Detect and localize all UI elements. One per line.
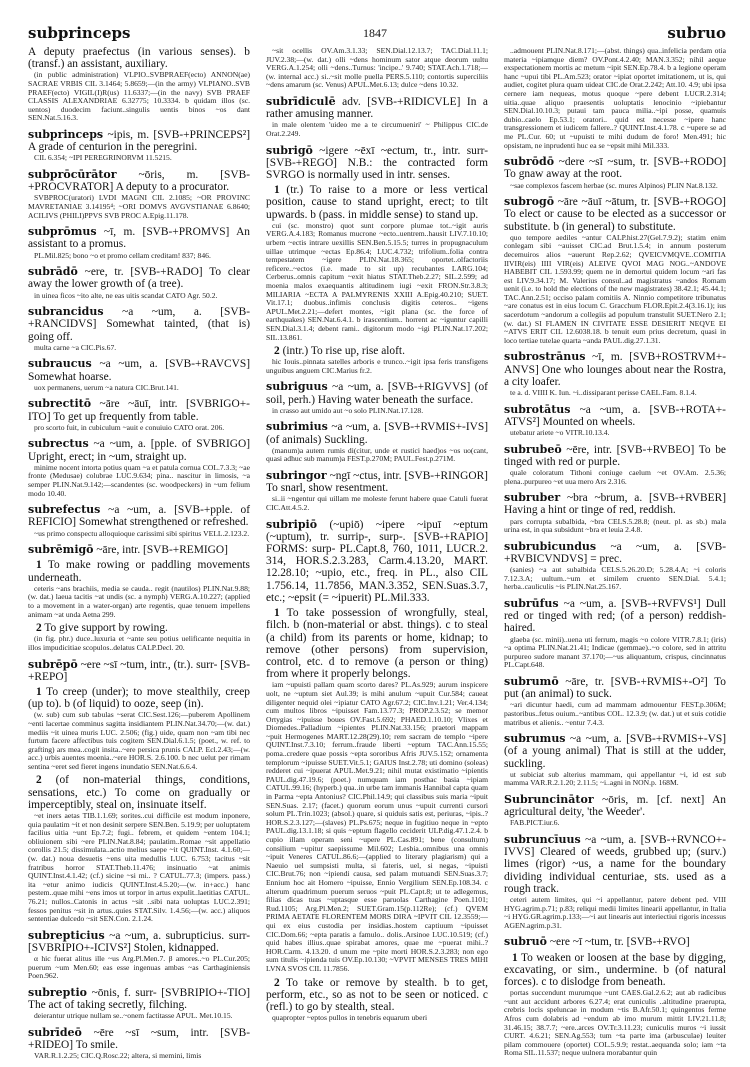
entry-definition-line bbox=[28, 129, 250, 153]
sense bbox=[28, 622, 250, 634]
headword: subriguus bbox=[266, 380, 328, 394]
sense-citations: ceteris ~ans brachiis, media se cauda.. regit (nautilos) PLIN.Nat.9.88; (w. dat.) laeua tacitis ~at undis (sc. a nymph) VERG.A.10.227; (applied to a movement in a water-organ) arte regentis, quae tenuem impellens animam ~at unda Aetna 299. bbox=[28, 583, 250, 619]
headword: subrotātus bbox=[504, 402, 571, 416]
definition-text: To be tinged with red or purple. bbox=[504, 443, 726, 468]
definition-text: One who lounges about near the Rostra, a city loafer. bbox=[504, 363, 726, 388]
dictionary-entry bbox=[28, 398, 250, 432]
headword: subrēmigō bbox=[28, 543, 94, 557]
definition-text: To put (an animal) to suck. bbox=[504, 676, 726, 701]
dictionary-entry bbox=[504, 196, 726, 345]
entry-definition-line bbox=[504, 733, 726, 770]
dictionary-entry bbox=[266, 96, 488, 139]
headword: subrogō bbox=[504, 195, 555, 209]
sense-number: 1 bbox=[36, 559, 42, 572]
headword: subprinceps bbox=[28, 127, 104, 141]
citations: pars corrupta subalbida, ~bra CELS.5.28.8; (neut. pl. as sb.) mala urina est, in qua subsidunt ~bra et leuia 2.4.8. bbox=[504, 516, 726, 535]
dictionary-entry bbox=[28, 266, 250, 300]
dictionary-entry bbox=[28, 987, 250, 1021]
dictionary-entry bbox=[504, 936, 726, 1058]
citations: ..admouent PLIN.Nat.8.171;—(abst. things) qua..infelicia perdam otia materia ~ipiamque diem? OV.Pont.4.2.40; MAN.3.352; nihil aeque exspectationem mortis ac metum ~ipit SEN.Ep.78.4. b a legione operam hanc ~upui tibi PL.Am.523; orator ~ipiat oportet imitationem, ut is, qui audiet, cogitet plura quam uideat CIC.de Orat.2.242; Att.10. 4.9; ubi ipsa cernere iam nequeas, motus quoque ~pere debent LUCR.2.314; uitia..quae aliquo praesentis uoluptatis lenocinio ~ipiebantur SEN.Dial.10.10.3; putaui tam pauca milia..~ipi posse, quamuis dubio..caelo Ep.53.1; oratori.. quid est necesse ~ipere hanc transgressionem et iudicem fallere..? QUINT.Inst.4.1.78. c ~upere se ad me PL.Cur. 60; ut ~upuisti te mihi dudum de foro! Men.491; hic opsistam, ne inprudenti huc ea se ~epsit mihi Mil.333. bbox=[504, 46, 726, 150]
entry-definition-line bbox=[504, 196, 726, 233]
definition-text: (of soil, perh.) Having water beneath the surface. bbox=[266, 381, 488, 406]
definition-text: An assistant to a promus. bbox=[28, 226, 250, 251]
definition-text: Cleared of weeds, grubbed up; (surv.) limes (rigor) ~us, a name for the boundary dividing individual centuriae, sts. used as a rough track. bbox=[504, 846, 726, 895]
citations: pro scorto fuit, in cubiculum ~auit e conuiuio CATO orat. 206. bbox=[34, 422, 225, 432]
dictionary-entry bbox=[28, 129, 250, 163]
dictionary-entry bbox=[28, 358, 250, 392]
entry-definition-line bbox=[504, 444, 726, 468]
headword: subringor bbox=[266, 469, 327, 483]
dictionary-entry bbox=[266, 519, 488, 1023]
entry-definition-line bbox=[28, 659, 250, 683]
citations: si..ii ~ngentur qui uillam me moleste ferunt habere quae Catuli fuerat CIC.Att.4.5.2. bbox=[266, 494, 488, 513]
grammar-info: ~āre ~āuī ~ātum, tr. [SVB-+ROGO] bbox=[557, 196, 726, 209]
citations: ~sae complexos fascem herbae (sc. mures Alpinos) PLIN Nat.8.132. bbox=[510, 180, 718, 190]
grammar-info: adv. [SVB-+RIDICVLE] bbox=[342, 95, 461, 108]
sense-citations: quapropter ~eptos pullos in tenebris equarum uberi bbox=[272, 1013, 428, 1023]
grammar-info: ~ēre, intr. [SVB-+RVBEO] bbox=[566, 443, 695, 456]
sense-citations: ~et iners aetas TIB.1.1.69; sorites..cui difficile est modum inponere, quia paulatim ~it et non desinit serpere SEN.Ben. 5.19.9; per uoluptatem facilius uitia ~unt Ep.7.2; fugi.. febrem, et quidem ~entem 104.1; obliuionem sibi ~ere PLIN.Nat.8.84; paulatim..Romae ~sit appellatio corollis 21.5; dissimulata..actio melius saepe ~it QUINT.Inst. 4.1.60;—(w. dat.) noua desuetis ~ens uita medullis LUC. 6.753; tacitus ~sit fratribus horror STAT.Theb.11.476; insinuatio ~at animis QUINT.Inst.4.1.42; (cf.) sicine ~si mi.. ? CATUL.77.3; (impers. pass.) ita ~etur animo iudicis QUINT.Inst.4.5.20;—(w. in+acc.) hanc pestem..quae mihi ~ens imos ut torpor in artus expulit..laetitias CATUL. 76.21; nullos..Catonis in actus ~sit ..sibi nata uoluptas LUC.2.391; fessos penitus ~sit in artus..quies STAT.Silv. 1.4.56;—(w. acc.) aliquos sententiae dulcedo ~sit SEN.Con. 2.1.24. bbox=[28, 811, 250, 924]
sense-citations: (w. sub) cum sub tabulas ~serat CIC.Sest.126;—puberem Apollinem ~enti lacertae comminus sagitta insidiantem PLIN.Nat.34.70;—(w. dat.) mediis ~it uinea muris LUC. 2.506; (fig.) uide, quam non ~am tibi nec furtum facere affectibus tuis cogitem SEN.Dial.6.1.5; (poet., w. ref. to grafting) ars mea..cogit insita..~ere persica prunis CALP. Ecl.2.43;—(w. acc.) urbis auentes moenia..~ere HOR.S. 2.6.100. b nec uelut per rimam sentina ~eret sed fieret ingens inundatio SEN.Nat.6.6.4. bbox=[28, 710, 250, 771]
entry-definition-line bbox=[28, 169, 250, 193]
dictionary-entry bbox=[28, 46, 250, 123]
sense bbox=[266, 607, 488, 680]
grammar-info: ~ipis, m. [SVB-+PRINCEPS²] bbox=[107, 128, 250, 141]
definition-text: A deputy praefectus (in various senses). b (transf.) an assistant, auxiliary. bbox=[28, 46, 250, 71]
headword: subprōmus bbox=[28, 225, 97, 239]
dictionary-entry bbox=[28, 504, 250, 538]
headword: subrēpō bbox=[28, 657, 78, 671]
grammar-info: ~a ~um, a. [SVB-+RVFVS¹] bbox=[563, 598, 701, 611]
grammar-info: ~ī, m. [SVB-+PROMVS] bbox=[103, 226, 230, 239]
dictionary-entry bbox=[504, 444, 726, 487]
citations: ut subiciat sub alterius mammam, qui appellantur ~i, id est sub mamma VAR.R.2.1.20; 2.11.5; ~i..agni in NON.p. 168M. bbox=[504, 769, 726, 788]
guide-word-right: subruo bbox=[667, 24, 726, 42]
citations: FAB.PICT.iur.6. bbox=[510, 818, 560, 828]
citations: CIL 6.354; ~IPI PEREGRINORVM 11.5215. bbox=[34, 153, 172, 163]
grammar-info: ~ere, tr. [SVB-+RADO] bbox=[84, 266, 203, 279]
dictionary-entry bbox=[504, 733, 726, 788]
citations: glaeba (sc. minii)..uena uti ferrum, magis ~o colore VITR.7.8.1; (iris) ~a optima PLIN.Nat.21.41; Indicae (gemmae)..~o colore, sed in attritu purpureo sudore manant 37.170;—~us aliquantum, crispus, cincinnatus PL.Capt.648. bbox=[504, 634, 726, 670]
sense bbox=[28, 774, 250, 811]
entry-definition-line bbox=[28, 306, 250, 343]
grammar-info: ~ere ~sī ~tum, intr., (tr.). surr- [SVB-+REPO] bbox=[28, 658, 250, 683]
entry-definition-line bbox=[28, 438, 250, 462]
entry-definition-line bbox=[28, 930, 250, 954]
entry-definition-line bbox=[504, 834, 726, 895]
dictionary-entry bbox=[504, 676, 726, 727]
headword: subrimius bbox=[266, 420, 328, 434]
headword: subripiō bbox=[266, 517, 318, 531]
headword: subrīdeō bbox=[28, 1026, 82, 1039]
dictionary-entry bbox=[504, 541, 726, 592]
definition-text: The act of taking secretly, filching. bbox=[28, 999, 187, 1012]
grammar-info: ~āre, intr. [SVB-+REMIGO] bbox=[96, 544, 228, 557]
grammar-info: ~a ~um, a. subrupticius. surr- [SVBRIPIO+-ICIVS²] bbox=[28, 929, 250, 955]
citations: uox permanens, uerum ~a natura CIC.Brut.141. bbox=[34, 382, 179, 392]
grammar-info: ~ōnis, f. surr- [SVBRIPIO+-TIO] bbox=[91, 987, 250, 999]
headword: subrubicundus bbox=[504, 539, 597, 553]
grammar-info: ~a ~um, a. [SVB-+RANCIDVS] bbox=[28, 306, 250, 331]
definition-text: To gnaw away at the root. bbox=[504, 168, 623, 181]
entry-definition-line bbox=[266, 381, 488, 405]
definition-text: An agricultural deity, 'the Weeder'. bbox=[504, 794, 726, 819]
definition-text: A grade of centurion in the peregrini. bbox=[28, 141, 198, 154]
sense-definition: To give support by rowing. bbox=[44, 622, 168, 635]
grammar-info: ~āre ~āuī, intr. [SVBRIGO+-ITO] bbox=[28, 398, 250, 423]
headword: subraucus bbox=[28, 357, 92, 371]
grammar-info: ~a ~um, a. [SVB-+RVNCO+-IVVS] bbox=[504, 834, 726, 859]
headword: subrancidus bbox=[28, 305, 104, 319]
citations: SVBPROC(uratori) LVDI MAGNI CIL 2.1085; ~OR PROVINC MAVRETANIAE 3.14195⁴; ~ORI DOMVS AVGVSTIANAE 6.8640; ACILIVS (PHILI)PPVS SVB PROC A.Epig.11.178. bbox=[28, 193, 250, 220]
entry-definition-line bbox=[266, 470, 488, 494]
dictionary-entry bbox=[266, 381, 488, 415]
sense bbox=[28, 686, 250, 710]
grammar-info: ~dere ~sī ~sum, tr. [SVB-+RODO] bbox=[558, 156, 726, 169]
headword: subrigō bbox=[266, 143, 313, 157]
sense bbox=[266, 345, 488, 357]
dictionary-entry bbox=[28, 659, 250, 924]
definition-text: Somewhat tainted, (that is) going off. bbox=[28, 318, 250, 343]
citations: quale coloratum Tithoni coniuge caelum ~et OV.Am. 2.5.36; plena..purpureo ~et uua mero Ars 2.316. bbox=[504, 468, 726, 486]
grammar-info: ~ī, m. [SVB+ROSTRVM+-ANVS] bbox=[504, 351, 726, 376]
grammar-info: ~a ~um, a. [pple. of SVBRIGO] bbox=[93, 438, 250, 451]
definition-text: Having a hint or tinge of red, reddish. bbox=[504, 504, 676, 517]
page-header bbox=[24, 24, 726, 48]
entry-definition-line bbox=[28, 1027, 250, 1051]
entry-definition-line bbox=[28, 358, 250, 382]
sense-citations: iam ~upuisti pallam quam scorto dares? PL.As.929; aurum inspicere uolt, ne ~uptum siet Aul.39; is mihi anulum ~upuit Cur.584; caueat diligenter nequid olei ~ipiatur CATO Agr.67.2; CIC.Inv.1.21; Ver.4.134; cum multos libros ~ipuisset Fam.13.77.3; PROP.2.3.52; se memor Ortygias ~ipuisse boues OV.Fast.5.692; PHAED.1.10.10; Vlixes et Diomedes..Palladium ~ipientes PLIN.Nat.33.156; praetori mappam ~puit Hermogenes MART.12.28(29).10; rem sacram de templo ~ipere QUINT.Inst.7.3.10; ferrum..fraude liberti ~eptum TAC.Ann.15.55; poma..credere quae possis ~epta sororibus Afris JUV.5.152; ornamenta templorum ~ipuisse SUET.Vit.5.1; GAIUS Inst.2.78; uti domino (soleas) redderet cui ~ipuerat APUL.Met.9.21; nihil mutat existimatio ~ipientis PAUL.dig.47.19.6; (poet.) numquam iam posthac basia ~ipiam CATUL.99.16; (hyperb.) qua..in urbe tam immanis Hannibal capta quam in Parma ~epta Antonius? CIC.Phil.14.9; qui classibus suis maria ~ipuit SEN.Suas. 2.17; (facet.) quorum eorum unus ~upuit currenti cursori solum PL.Trin.1023; (absol.) quare, si quiduis satis est, periuras, ~ipis..? HOR.S.2.3.127;—(slaves) PL.Ps.675; neque in fugitiuo neque in ~epto PAUL.dig.13.1.18; si quis ~eptum flagello ceciderit ULP.dig.47.1.2.4. b cupio illam operam seni ~upere PL.Cas.891; bene (consultum) consilium ~upitur saepissume Mil.602; Lesbia..omnibus una omnis ~ipuit Veneres CATUL.86.6;—(applied to literary plagiarism) qui a Naeuio uel sumpsisti multa, si fateris, uel, si negas, ~ipuisti CIC.Brut.76; non ~ipiendi causa, sed palam mutuandi SEN.Suas.3.7; Ennium hoc ait Homero ~ipuisse, Ennio Vergilium SEN.Ep.108.34. c alterum quadrimum puerum seruos ~puit PL.Capt.8; ut te adlegemus, filias dicas tuas ~uptasque esse paruolas Carthagine Poen.1101; Rud.1105; Arg.Pl.Men.2; SUET.Gram.15(p.112Re); (cf.) QVEM PRIMA AETATE FLORENTEM MORS DIRA ~IPVIT CIL 12.3559;—qui ex eius custodia per insidias..hostem captiuum ~ipuisset CIC.Dom.66; ~epta paratis a famulo.. dolis..Arsinoe LUC.10.519; (cf.) quid habes illius..quae spirabat amores, quae me ~puerat mihi..? HOR.Carm. 4.13.20. d unum me ~pite morti HOR.S.2.3.283; non ego sum titulis ~ipienda tuis OV.Ep.10.130; ~VPVIT MENSES TRES MIHI LVNA SVOS CIL 11.7856. bbox=[266, 680, 488, 973]
entry-definition-line bbox=[504, 541, 726, 565]
citations: PL.Mil.825; bono ~o et promo cellam creditam! 837; 846. bbox=[34, 250, 211, 260]
citations: (manum)a autem rumis di(citur, unde et rustici haed)os ~os uo(cant, quasi adhuc sub manum)a FEST.p.270M; PAUL.Fest.p.271M. bbox=[266, 445, 488, 464]
sense-definition: To take possession of wrongfully, steal, filch. b (non-material or abst. things). c to steal (a child) from its parents or home, kidnap; to remove (other persons) from supervision, control, etc. d to remove (a person or thing) from where it properly belongs. bbox=[266, 607, 488, 681]
headword: subrādō bbox=[28, 265, 78, 279]
sense-number: 2 bbox=[36, 774, 42, 787]
entry-definition-line bbox=[28, 504, 250, 528]
definition-text: A deputy to a procurator. bbox=[115, 181, 230, 194]
definition-text: (of animals) Suckling. bbox=[266, 433, 368, 446]
dictionary-entry bbox=[28, 306, 250, 352]
column-2 bbox=[266, 46, 488, 1067]
sense bbox=[504, 952, 726, 989]
grammar-info: ~a ~um, a. [SVB-+pple. of REFICIO] bbox=[28, 504, 250, 529]
citations: te a. d. VIIII K. Iun. ~i..dissiparant perisse CAEL.Fam. 8.1.4. bbox=[510, 388, 697, 398]
grammar-info: ~a ~um, a. [SVB-+RVBICVNDVS] = prec. bbox=[504, 540, 726, 566]
headword: subrubeō bbox=[504, 442, 562, 456]
dictionary-entry bbox=[28, 226, 250, 260]
grammar-info: ~igere ~ēxī ~ectum, tr., intr. surr- [SVB-+REGO] N.B.: the contracted form SVRGO is normally used in intr. senses. bbox=[266, 144, 488, 181]
grammar-info: ~āre, tr. [SVB-+RVMIS+-O²] bbox=[565, 676, 708, 689]
entry-definition-line bbox=[504, 676, 726, 700]
dictionary-entry bbox=[266, 470, 488, 513]
dictionary-entry bbox=[504, 47, 726, 150]
sense-definition: To creep (under); to move stealthily, creep (up to). b (of liquid) to ooze, seep (in). bbox=[28, 685, 250, 711]
definition-text: In a rather amusing manner. bbox=[266, 95, 488, 121]
sense-number: 2 bbox=[274, 976, 280, 989]
citations: multa carne ~a CIC.Pis.67. bbox=[34, 342, 117, 352]
entry-definition-line bbox=[504, 351, 726, 388]
definition-text: Upright, erect; in ~um, straight up. bbox=[28, 450, 187, 463]
page-number: 1847 bbox=[363, 26, 387, 40]
grammar-info: ~ere ~ī ~tum, tr. [SVB-+RVO] bbox=[549, 936, 690, 949]
citations: (sanies) ~a aut subalbida CELS.5.26.20.D; 5.28.4.A; ~i coloris 7.12.3.A; uultum..~um et similem cruento SEN.Dial. 5.4.1; herba..cauliculis ~is PLIN.Nat.25.167. bbox=[504, 565, 726, 592]
sense-definition: (tr.) To raise to a more or less vertical position, cause to stand upright, erect; to tilt upwards. b (pass. in middle sense) to stand up. bbox=[266, 184, 488, 221]
headword: subrostrānus bbox=[504, 350, 586, 364]
grammar-info: ~bra ~brum, a. [SVB-+RVBER] bbox=[566, 492, 726, 505]
sense bbox=[266, 184, 488, 221]
headword: subrūfus bbox=[504, 597, 559, 611]
entry-definition-line bbox=[266, 421, 488, 445]
definition-text: To elect or cause to be elected as a successor or substitute. b (in general) to substitute. bbox=[504, 208, 726, 233]
citations: in uinea ficos ~ito alte, ne eas uitis scandat CATO Agr. 50.2. bbox=[34, 290, 218, 300]
citations: ~ari dicuntur haedi, cum ad mammam admouentur FEST.p.306M; pastoribus..fetus ouium..~antibus COL. 12.3.9; (w. dat.) ut et suis cotidie matribus et alienis.. ~entur 7.4.3. bbox=[504, 700, 726, 727]
sense-number: 2 bbox=[274, 345, 280, 358]
column-1 bbox=[28, 46, 250, 1067]
dictionary-columns bbox=[28, 46, 728, 1067]
definition-text: To get up frequently from table. bbox=[53, 410, 199, 423]
citations: in crasso aut umido aut ~o solo PLIN.Nat.17.128. bbox=[272, 405, 424, 415]
entry-definition-line bbox=[504, 404, 726, 428]
grammar-info: ~a ~um, a. [SVB-+RIGVVS] bbox=[332, 381, 471, 394]
definition-text: To smile. bbox=[75, 1039, 118, 1052]
grammar-info: ~a ~um, a. [SVB-+RVMIS+-IVS] bbox=[331, 421, 488, 434]
sense bbox=[266, 977, 488, 1014]
dictionary-entry bbox=[28, 930, 250, 981]
grammar-info: (~upiō) ~ipere ~ipuī ~eptum (~uptum), tr. surrip-, surp-. [SVB-+RAPIO] FORMS: surp- PL.Capt.8, 760, 1011, LUCR.2. 314, HOR.S.2.3.283, Carm.4.13.20, MART. 12.28.10; ~upio, etc., freq. in PL., also CIL 1.756.14, 11.7856, MAN.3.352, SEN.Suas.3.7, etc.; ~epsit (= ~ipuerit) PL.Mil.333. bbox=[266, 518, 488, 604]
entry-definition-line bbox=[28, 226, 250, 250]
headword: subruber bbox=[504, 491, 561, 505]
sense-number: 1 bbox=[274, 607, 280, 620]
entry-definition-line bbox=[28, 398, 250, 422]
sense-definition: To make rowing or paddling movements underneath. bbox=[28, 559, 250, 584]
column-3 bbox=[504, 46, 726, 1067]
headword: subreptio bbox=[28, 986, 87, 999]
citations: quo tempore aediles ~antur CALP.hist.27(Gel.7.9.2); statim enim conlegam sibi ~auisset CIC.ad Brut.1.5.4; in annum posterum decemuiros alios ~auerunt Rep.2.62; QVEICVMQVE..COMITIA IIVIR(eis) IIII VIR(eis) ALEIVE QVOI MAG NOG..~ANDOVE HABEBIT CIL 1.593.99; quem ne in demortui quidem locum ~ari fas est LIV.9.34.17; M. Valerius consul..ad magistratus ~andos Romam uenit (i.e. to hold the elections of the new magistrates) 38.42.1; 45.44.1; TAC.Ann.2.51; occiso palam comitiis A. Ninnio competitore tribunatus ~are conatus est in eius locum C. Gracchum FLOR.Epit.2.4(3.16.1); ius sacerdotum ~andorum a collegiis ad populum transtulit SUET.Nero 2.1; (w. dat.) SI FLAMEN IN CIVITATE ESSE DESIERIT NEQVE EI ~ATVS ERIT CIL 12.6038.18. b tenuit eum prius decretum, quasi in loco tertiae tutelae quarta ~anda PAUL.dig.27.1.31. bbox=[504, 232, 726, 345]
grammar-info: ~ngī ~ctus, intr. [SVB-+RINGOR] bbox=[329, 470, 488, 483]
sense-definition: To weaken or loosen at the base by digging, excavating, or sim., undermine. b (of natural forces). c to dislodge from beneath. bbox=[504, 951, 726, 988]
sense-definition: (intr.) To rise up, rise aloft. bbox=[282, 345, 405, 358]
citations: utebatur ariete ~o VITR.10.13.4. bbox=[510, 428, 610, 438]
entry-definition-line bbox=[28, 46, 250, 70]
grammar-info: ~a ~um, a. [SVB-+RAVCVS] bbox=[99, 358, 250, 371]
citations: deierantur utrique nullam se..~onem factitasse APUL. Met.10.15. bbox=[34, 1011, 233, 1021]
sense bbox=[28, 559, 250, 583]
headword: subrectitō bbox=[28, 397, 92, 411]
headword: subrōdō bbox=[504, 155, 555, 169]
citations: (in public administration) VLPIO..SVBPRAEF(ecto) ANNON(ae) SACRAE VRBIS CIL 3.1464; 5.8659;—(in the army) VLPIANO..SVB PRAEF(ecto) VIGIL(I)R(us) 11.6337;—(in the navy) SVB PRAEF CLASSIS ALEXANDRIAE 6.32775; 10.3334. b quidam illos (sc. uentos) duodecim faciunt..singulis uentis binos ~os dant SEN.Nat.5.16.3. bbox=[28, 70, 250, 123]
definition-text: (of a young animal) That is still at the udder, suckling. bbox=[504, 745, 726, 770]
citations: ~sit ocellis OV.Am.3.1.33; SEN.Dial.12.13.7; TAC.Dial.11.1; JUV.2.38;—(w. dat.) olli ~dens hominum sator atque deorum uultu VERG.A.1.254; olli ~dens..Turnus: 'incipe..' 9.740; STAT.Ach.1.718;—(w. internal acc.) si..~sit molle puella PERS.5.110; contortis superciliis ~dens amarum (sc. Venus) APUL.Met.6.13; dulce ~dens 10.32. bbox=[266, 46, 488, 90]
entry-definition-line bbox=[266, 96, 488, 120]
dictionary-entry bbox=[28, 1027, 250, 1061]
citations: in male olentem 'uideo me a te circumueniri' ~ Philippus CIC.de Orat.2.249. bbox=[266, 120, 488, 138]
dictionary-entry bbox=[504, 598, 726, 670]
headword: subrīdiculē bbox=[266, 94, 336, 108]
headword: Subruncinātor bbox=[504, 793, 594, 806]
sense-citations: portas succendunt murumque ~unt CAES.Gal.2.6.2; aut ab radicibus ~unt aut accidunt arbores 6.27.4; erat cuniculis ..altitudine praerupta, crebris locis speluncae in modum ~tis B.Afr.50.1; quingentos ferme Afros cum dolabris ad ~endum ab imo murum mittit LIV.21.11.8; 31.46.15; 38.7.7; ~ere..arces OV.Tr.3.11.23; cuniculis muros ~i iussit CURT. 4.6.21; SEN.Ag.553; tum ~ta parte ima (arbusculae) leuiter pilam commouere (oportet) COL.5.9.9; restat..aequanda solo; iam ~ta Roma SIL.11.537; neque uulnera morabantur quin bbox=[504, 988, 726, 1058]
headword: subruncīuus bbox=[504, 833, 581, 846]
entry-definition-line bbox=[504, 492, 726, 516]
dictionary-entry bbox=[28, 169, 250, 220]
grammar-info: ~a ~um, a. [SVB-+ROTA+-ATVS²] bbox=[504, 403, 726, 428]
headword: subprōcūrātor bbox=[28, 167, 117, 181]
definition-text: Mounted on wheels. bbox=[542, 415, 636, 428]
definition-text: To snarl, show resentment. bbox=[266, 482, 389, 495]
sense-definition: To take or remove by stealth. b to get, perform, etc., so as not to be seen or noticed. c (refl.) to go by stealth, steal. bbox=[266, 976, 488, 1013]
entry-definition-line bbox=[504, 156, 726, 180]
sense-citations: hic Iouis..pinnata satelles arboris e trunco..~igit ipsa feris transfigens unguibus anguem CIC.Marius fr.2. bbox=[266, 357, 488, 375]
sense-number: 1 bbox=[36, 685, 42, 698]
entry-definition-line bbox=[28, 544, 250, 556]
citations: α hic fuerat alitus ille ~us Arg.Pl.Men.7. β amores..~o PL.Cur.205; puerum ~um Men.60; eas esse ingenuas ambas ~as Carthaginiensis Poen.962. bbox=[28, 954, 250, 981]
entry-definition-line bbox=[266, 145, 488, 182]
entry-definition-line bbox=[266, 519, 488, 604]
dictionary-entry bbox=[504, 404, 726, 438]
grammar-info: ~ōris, m. [SVB-+PROCVRATOR] bbox=[28, 168, 250, 194]
sense-number: 1 bbox=[274, 184, 280, 197]
dictionary-entry bbox=[266, 47, 488, 90]
dictionary-entry bbox=[504, 351, 726, 397]
headword: subrepticius bbox=[28, 928, 105, 942]
sense-number: 1 bbox=[512, 951, 518, 964]
dictionary-entry bbox=[266, 145, 488, 376]
entry-definition-line bbox=[504, 936, 726, 948]
dictionary-entry bbox=[28, 438, 250, 498]
sense-citations: cui (sc. monstro) quot sunt corpore plumae tot..~igit auris VERG.A.4.183; Romanus mucrone ~ecto..uentrem..hausit LIV.7.10.10; urbem ~ectis intrare uexillis SEN.Ben.5.15.5; turres in propugnaculum uillae utrimque ~ectas Ep.86.4; LUC.4.732; trifolium..folia contra tempestatem ~igere PLIN.Nat.18.365; oportet..olfactoriis reficere..~ectos (i.e. made to sit up) recubantes LARG.104; Cerberus..omnis capitum ~exit hiatus STAT.Theb.2.27; SIL.2.599; ad moenia malos exaequantis altitudinem iugi ~exit FRON.Str.3.8.3; MILIARIA ~ECTA A PALMYRENIS XXIII A.Epig.40.210; SUET. Vit.17.1; duobus..infimis conclusis digitis ceteros.. ~igens APUL.Met.2.21;—defert montes, ~igit plana (sc. the force of earthquakes) SEN.Nat.6.4.1. b irascentium.. horrent ac ~iguntur capilli SEN.Dial.3.1.4; debent rami.. digitorum modo ~igi PLIN.Nat.17.202; SIL.13.861. bbox=[266, 220, 488, 342]
entry-definition-line bbox=[28, 987, 250, 1011]
grammar-info: ~ōris, m. [cf. next] bbox=[602, 794, 705, 806]
sense-citations: (in fig. phr.) duce..luxuria et ~ante seu potius uelificante nequitia in illos impudicitiae scopulos..delatus CALP.Decl. 20. bbox=[28, 634, 250, 652]
definition-text: To clear away the lower growth of (a tree). bbox=[28, 266, 250, 291]
sense-number: 2 bbox=[36, 622, 42, 635]
headword: subruō bbox=[504, 935, 548, 949]
grammar-info: ~a ~um, a. [SVB-+RVMIS+-VS] bbox=[569, 733, 726, 746]
definition-text: Stolen, kidnapped. bbox=[133, 942, 219, 955]
dictionary-entry bbox=[504, 834, 726, 930]
dictionary-entry bbox=[28, 544, 250, 652]
guide-word-left: subprinceps bbox=[28, 24, 131, 42]
dictionary-entry bbox=[504, 794, 726, 828]
headword: subrectus bbox=[28, 437, 89, 451]
citations: minime nocent intorta potius quam ~a et patula cornua COL.7.3.3; ~ae fronte (Medusae) colubrae LUC.9.634; pina.. nascitur in limosis, ~a semper PLIN.Nat.9.142;—scandentes (sc. woodpeckers) in ~um felium modo 10.40. bbox=[28, 462, 250, 498]
headword: subrefectus bbox=[28, 503, 101, 517]
headword: subrumus bbox=[504, 732, 566, 746]
dictionary-entry bbox=[504, 492, 726, 535]
definition-text: Dull red or tinged with red; (of a person) reddish-haired. bbox=[504, 598, 726, 635]
citations: ~us primo conspectu alloquioque carissimi sibi spiritus VELL.2.123.2. bbox=[34, 528, 250, 538]
citations: VAR.R.1.2.25; CIC.Q.Rosc.22; altera, si memini, limis bbox=[34, 1051, 202, 1061]
entry-definition-line bbox=[28, 266, 250, 290]
grammar-info: ~ēre ~sī ~sum, intr. [SVB-+RIDEO] bbox=[28, 1027, 250, 1052]
entry-definition-line bbox=[504, 794, 726, 818]
citations: ceteri autem limites, qui ~i appellantur, patere debent ped. VIII HYG.agrim.p.71; p.83; reliqui medii limites linearii appellantur, in Italia ~i HYG.GR.agrim.p.133;—~i aut linearis aut interiectiui rigoris incessus AGEN.agrim.p.31. bbox=[504, 895, 726, 930]
headword: subrumō bbox=[504, 675, 559, 689]
dictionary-entry bbox=[504, 156, 726, 190]
dictionary-entry bbox=[266, 421, 488, 464]
sense-definition: (of non-material things, conditions, sensations, etc.) To come on gradually or imperceptibly, steal on, insinuate itself. bbox=[28, 774, 250, 811]
definition-text: Somewhat hoarse. bbox=[28, 370, 112, 383]
entry-definition-line bbox=[504, 598, 726, 635]
definition-text: Somewhat strengthened or refreshed. bbox=[78, 516, 249, 529]
